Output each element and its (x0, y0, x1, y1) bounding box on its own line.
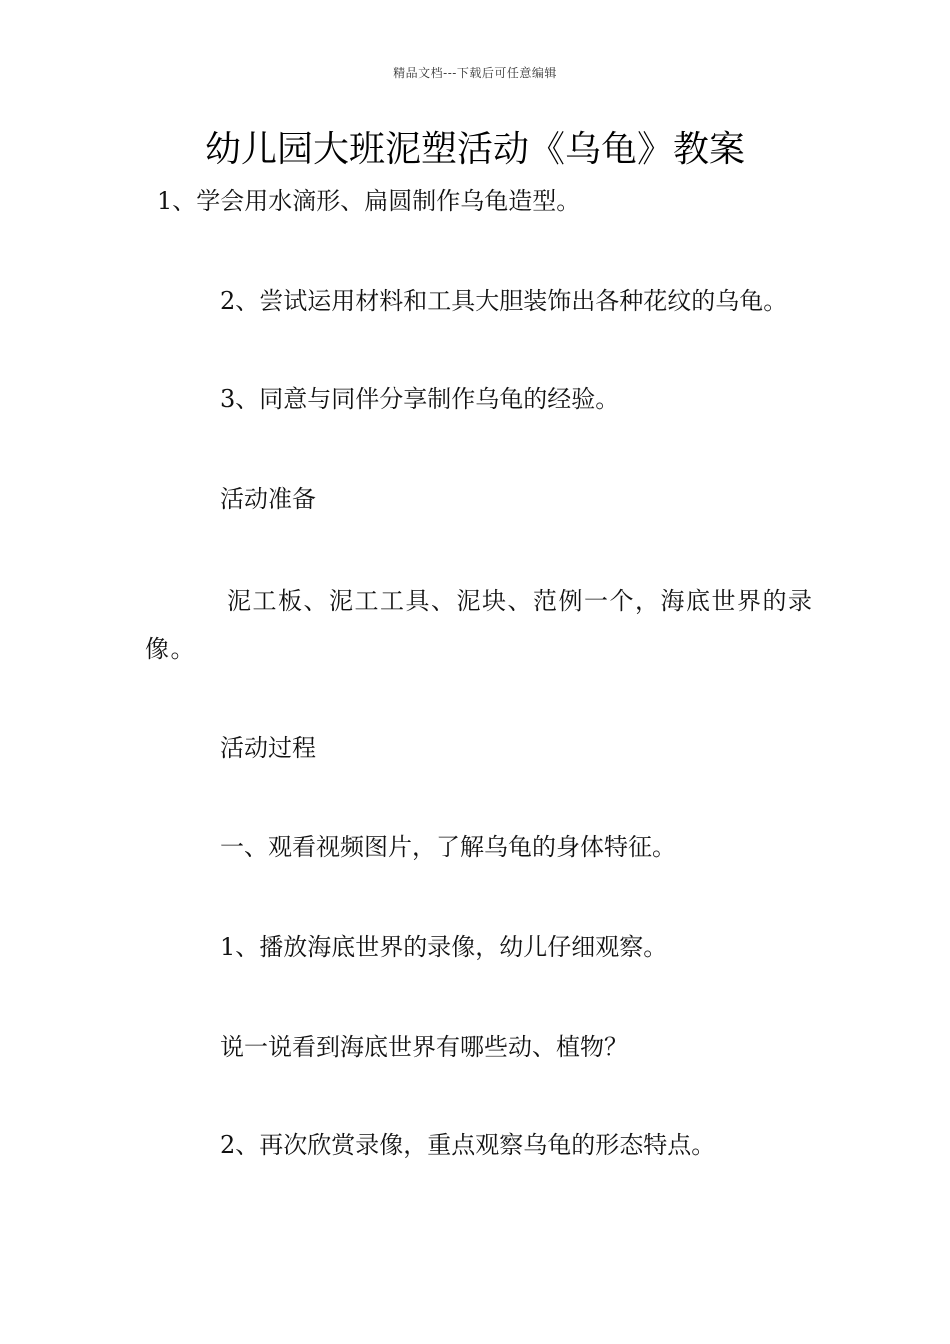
document-title: 幼儿园大班泥塑活动《乌龟》教案 (204, 129, 745, 170)
preparation-materials: 泥工板、泥工工具、泥块、范例一个，海底世界的录像。 (145, 587, 814, 663)
objective-1: 1、学会用水滴形、扁圆制作乌龟造型。 (157, 187, 581, 215)
page-header: 精品文档---下载后可任意编辑 (393, 66, 557, 80)
process-step-2: 2、再次欣赏录像，重点观察乌龟的形态特点。 (220, 1131, 716, 1159)
section-heading-preparation: 活动准备 (220, 485, 316, 513)
objective-2: 2、尝试运用材料和工具大胆装饰出各种花纹的乌龟。 (220, 287, 788, 315)
process-step-one: 一、观看视频图片，了解乌龟的身体特征。 (220, 833, 676, 861)
objective-3: 3、同意与同伴分享制作乌龟的经验。 (220, 385, 620, 413)
process-step-1: 1、播放海底世界的录像，幼儿仔细观察。 (220, 933, 668, 961)
section-heading-process: 活动过程 (220, 734, 316, 762)
process-question: 说一说看到海底世界有哪些动、植物？ (220, 1033, 628, 1061)
